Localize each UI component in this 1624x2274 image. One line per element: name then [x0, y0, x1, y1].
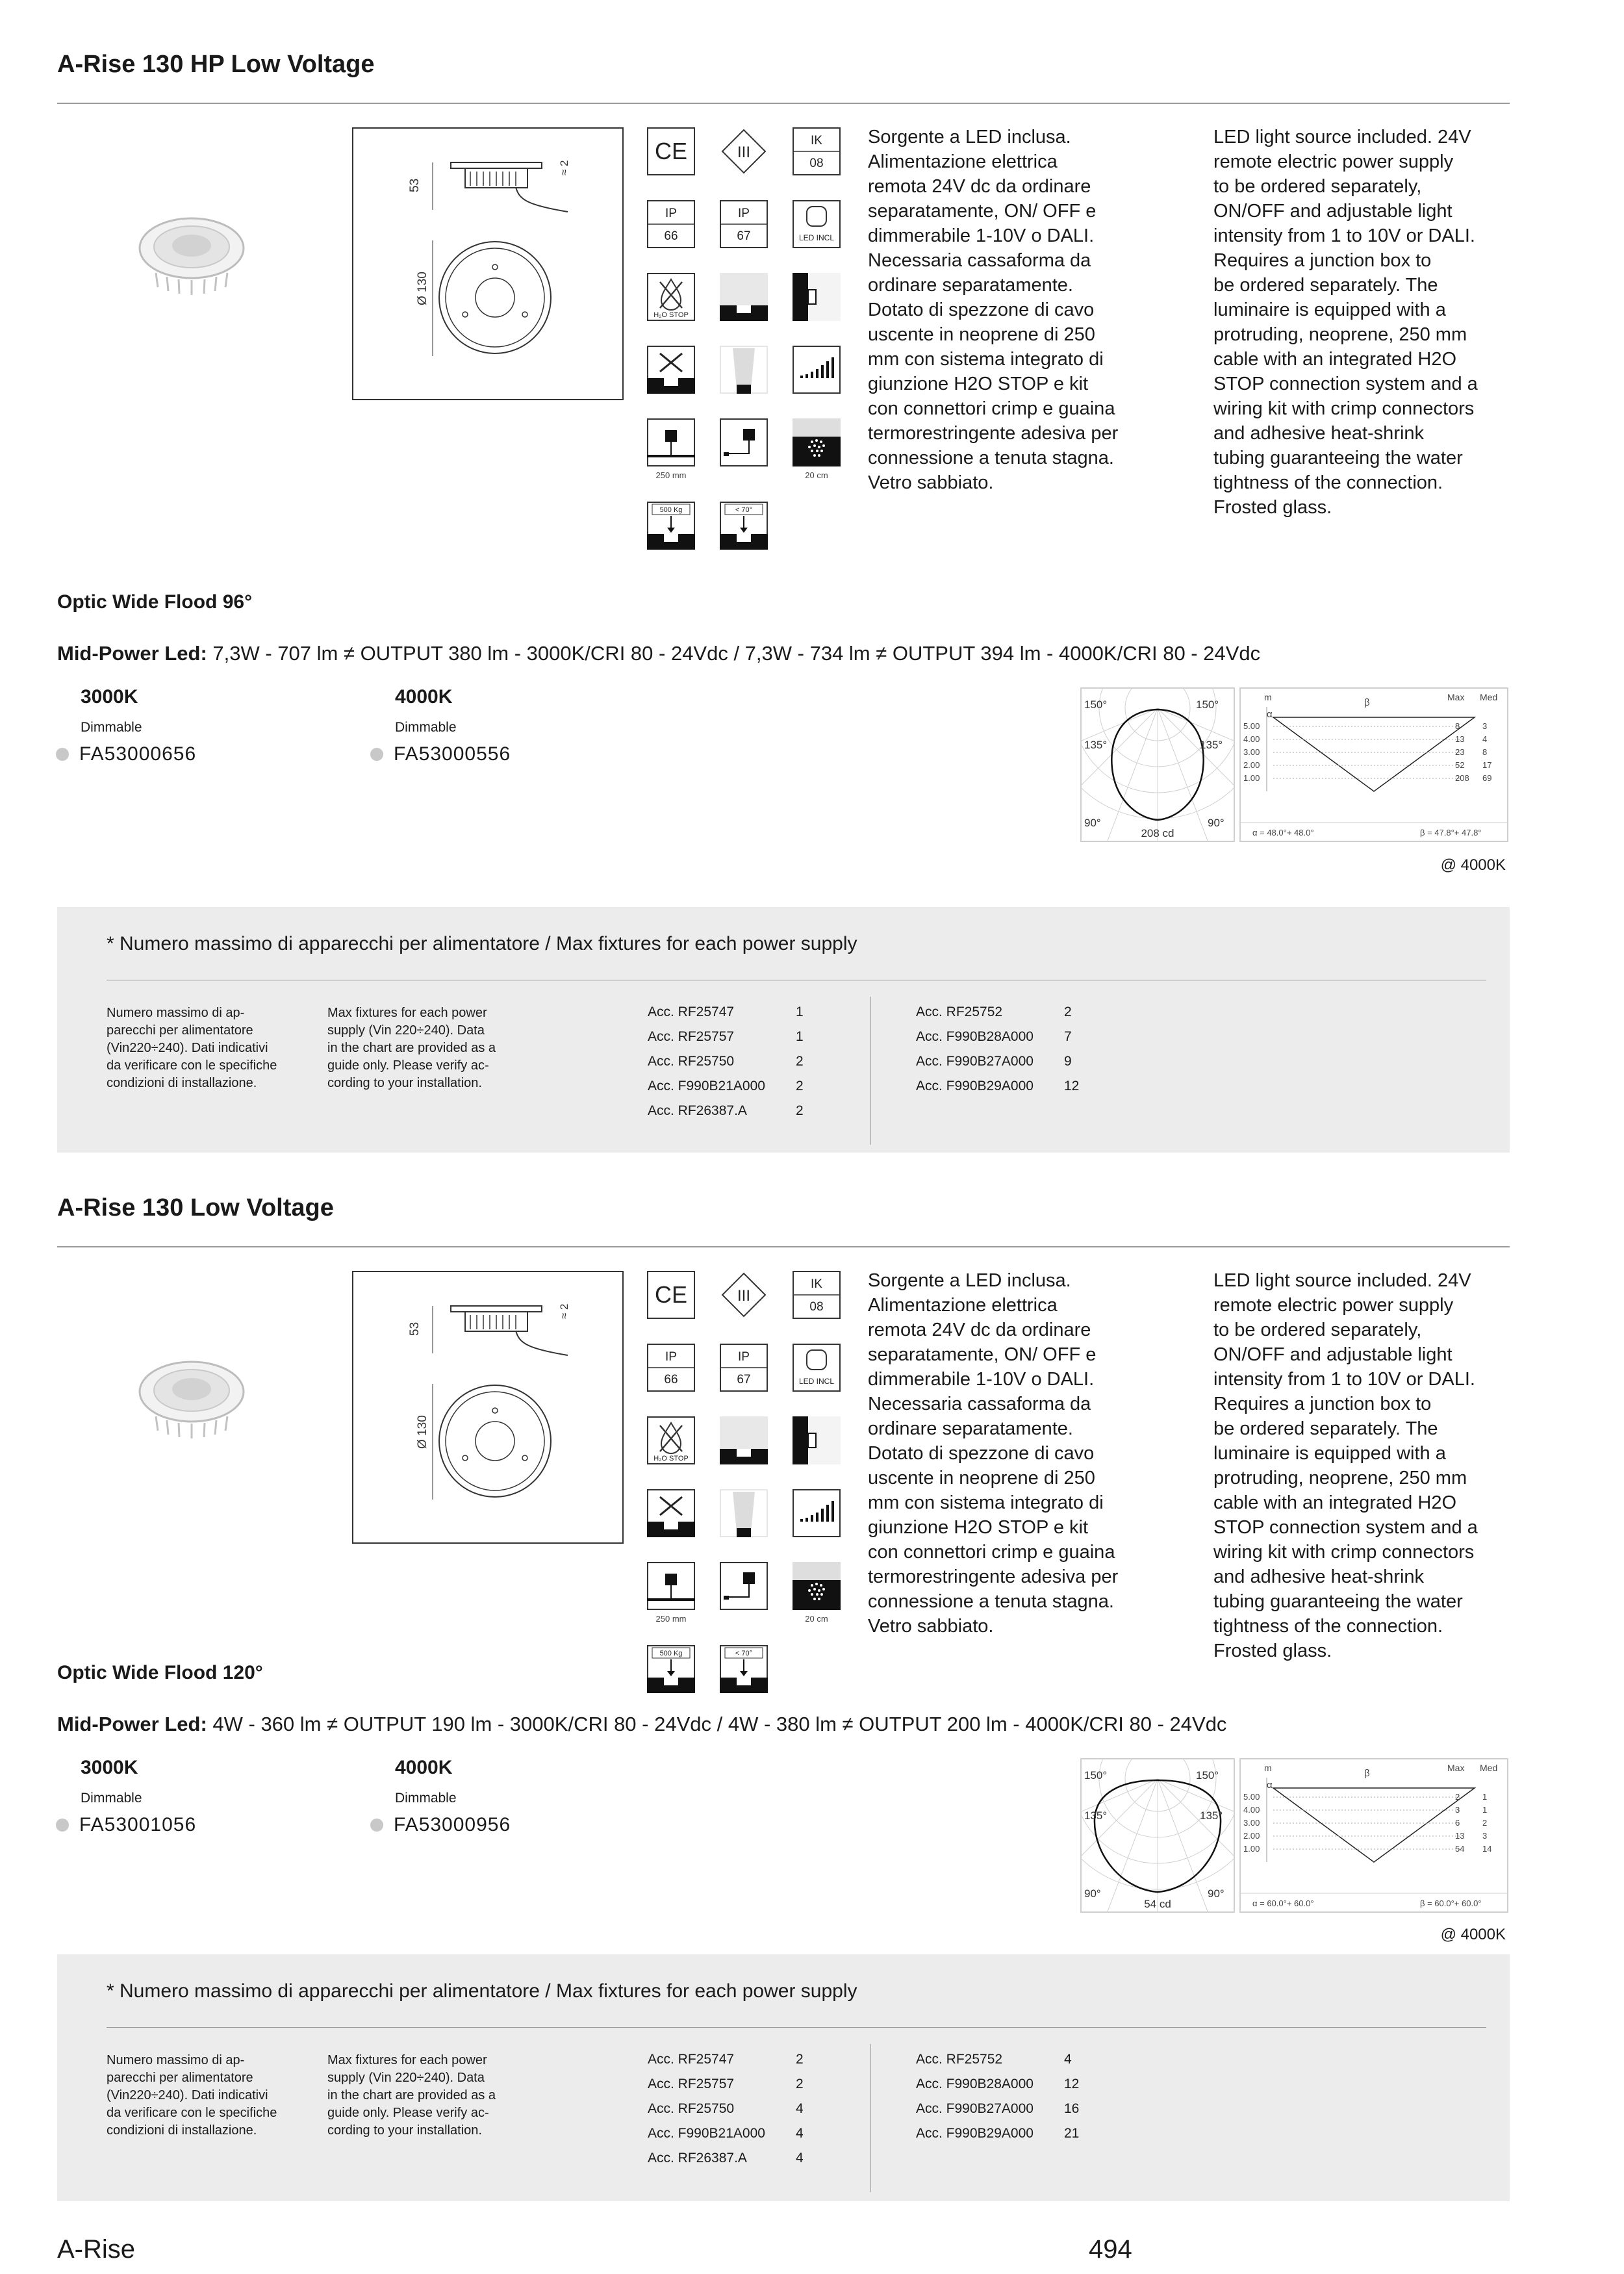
max-fixtures-note-en: Max fixtures for each power supply (Vin 220÷240). Data in the chart are provided as a guide only. Please verify ac- cording to your installation. — [327, 2053, 496, 2138]
svg-text:CE: CE — [654, 138, 688, 164]
frosted-glass-icon — [793, 1562, 841, 1610]
frosted-glass-caption: 20 cm — [805, 470, 828, 480]
cone-height-label: 4.00 — [1243, 734, 1260, 744]
max-fixtures-divider — [107, 2027, 1486, 2028]
dimmable-icon — [793, 346, 841, 394]
accessory-max-qty: 12 — [1064, 2076, 1080, 2091]
product-photo — [133, 1351, 250, 1442]
svg-text:β: β — [1364, 1768, 1370, 1779]
variant-dimming: Dimmable — [81, 720, 142, 735]
svg-text:IP: IP — [665, 207, 677, 220]
accessory-code: Acc. F990B21A000 — [648, 2126, 765, 2141]
svg-text:β: β — [1364, 697, 1370, 708]
accessory-row — [648, 2126, 804, 2151]
svg-text:α = 60.0°+ 60.0°: α = 60.0°+ 60.0° — [1252, 1898, 1314, 1908]
illuminance-cone-diagram — [1239, 1758, 1508, 1913]
product-title: A-Rise 130 HP Low Voltage — [57, 51, 375, 78]
cone-max-lux: 13 — [1455, 1831, 1465, 1841]
accessory-row — [916, 2101, 1079, 2126]
cable-length-icon — [647, 418, 695, 466]
max-fixtures-title: * Numero massimo di apparecchi per alimentatore / Max fixtures for each power supply — [107, 1980, 857, 2002]
load-500kg-icon — [647, 1645, 695, 1693]
beam-angle-icon — [720, 346, 768, 394]
h2o-stop-icon — [647, 1416, 695, 1464]
ip67-rating-icon — [720, 200, 768, 248]
svg-text:LED INCL: LED INCL — [798, 233, 835, 242]
led-included-icon — [793, 1344, 841, 1392]
title-divider — [57, 103, 1510, 104]
svg-text:90°: 90° — [1084, 817, 1101, 829]
variant-code[interactable] — [81, 743, 196, 765]
accessory-max-qty: 1 — [796, 1029, 804, 1044]
accessory-code: Acc. F990B29A000 — [916, 2126, 1034, 2141]
svg-text:H₂O STOP: H₂O STOP — [653, 311, 689, 319]
svg-text:H₂O STOP: H₂O STOP — [653, 1455, 689, 1463]
cone-max-lux: 8 — [1455, 721, 1460, 731]
no-cover-icon — [647, 1489, 695, 1537]
accessory-max-qty: 21 — [1064, 2126, 1080, 2141]
accessory-row — [648, 1004, 804, 1029]
variant-code[interactable] — [81, 1814, 196, 1836]
dim-small: ≈ 2 — [558, 160, 570, 175]
cone-max-lux: 6 — [1455, 1818, 1460, 1828]
frosted-glass-icon — [793, 418, 841, 466]
cone-med-lux: 17 — [1482, 760, 1492, 770]
svg-text:90°: 90° — [1208, 1887, 1224, 1900]
svg-text:β = 60.0°+ 60.0°: β = 60.0°+ 60.0° — [1420, 1898, 1482, 1908]
dim-height: 53 — [408, 1322, 422, 1336]
cone-med-lux: 4 — [1482, 734, 1488, 744]
product-title: A-Rise 130 Low Voltage — [57, 1194, 334, 1221]
dim-small: ≈ 2 — [558, 1303, 570, 1319]
accessory-list-1 — [648, 1004, 804, 1128]
max-fixtures-panel — [57, 907, 1510, 1153]
cone-height-label: 5.00 — [1243, 721, 1260, 731]
variant-code[interactable] — [395, 743, 511, 765]
svg-text:< 70°: < 70° — [735, 506, 753, 514]
cone-med-lux: 3 — [1482, 1831, 1488, 1841]
cone-med-lux: 69 — [1482, 773, 1492, 783]
svg-text:Med: Med — [1480, 1763, 1498, 1773]
midpower-spec — [57, 1713, 1226, 1736]
accessory-code: Acc. RF25747 — [648, 2052, 735, 2067]
cone-med-lux: 14 — [1482, 1844, 1492, 1854]
wall-mount-icon — [793, 273, 841, 321]
accessory-code: Acc. RF25750 — [648, 1054, 735, 1069]
accessory-code: Acc. F990B21A000 — [648, 1079, 765, 1093]
footer-family: A-Rise — [57, 2235, 136, 2264]
svg-text:08: 08 — [809, 1300, 824, 1314]
svg-text:m: m — [1264, 692, 1272, 702]
accessory-max-qty: 4 — [796, 2151, 804, 2165]
accessory-row — [648, 2101, 804, 2126]
dimmable-icon — [793, 1489, 841, 1537]
svg-text:III: III — [737, 1287, 751, 1305]
color-swatch-icon — [56, 748, 69, 761]
polar-max-cd: 54 cd — [1144, 1898, 1171, 1910]
variant-cct: 4000K — [395, 686, 453, 708]
midpower-label: Mid-Power Led: — [57, 642, 207, 665]
accessory-max-qty: 1 — [796, 1004, 804, 1019]
page-number: 494 — [1089, 2235, 1132, 2264]
svg-text:α: α — [1267, 1780, 1273, 1791]
cone-med-lux: 3 — [1482, 721, 1488, 731]
accessory-code: Acc. RF25757 — [648, 1029, 735, 1044]
variant-code-text: FA53000656 — [79, 743, 197, 765]
cone-max-lux: 54 — [1455, 1844, 1465, 1854]
svg-text:β = 47.8°+ 47.8°: β = 47.8°+ 47.8° — [1420, 828, 1482, 837]
variant-dimming: Dimmable — [395, 720, 457, 735]
dim-diameter: Ø 130 — [416, 1415, 429, 1449]
accessory-code: Acc. RF25752 — [916, 2052, 1003, 2067]
accessory-row — [648, 1029, 804, 1054]
cone-height-label: 3.00 — [1243, 747, 1260, 757]
accessory-max-qty: 7 — [1064, 1029, 1072, 1044]
accessory-row — [648, 1103, 804, 1128]
svg-text:150°: 150° — [1196, 698, 1219, 711]
frosted-glass-caption: 20 cm — [805, 1614, 828, 1624]
accessory-code: Acc. RF25757 — [648, 2076, 735, 2091]
accessory-max-qty: 16 — [1064, 2101, 1080, 2116]
accessory-code: Acc. RF25752 — [916, 1004, 1003, 1019]
max-fixtures-note-it: Numero massimo di ap- parecchi per alimentatore (Vin220÷240). Dati indicativi da verificare con le specifiche condizioni di installazione. — [107, 1006, 277, 1090]
svg-text:66: 66 — [664, 1373, 678, 1386]
svg-text:CE: CE — [654, 1281, 688, 1308]
svg-text:500 Kg: 500 Kg — [659, 506, 683, 514]
svg-text:500 Kg: 500 Kg — [659, 1650, 683, 1657]
color-swatch-icon — [370, 748, 383, 761]
svg-text:IK: IK — [811, 134, 822, 147]
accessory-max-qty: 2 — [796, 2076, 804, 2091]
accessory-row — [648, 2052, 804, 2076]
svg-text:08: 08 — [809, 157, 824, 170]
cone-max-lux: 3 — [1455, 1805, 1460, 1815]
variant-dimming: Dimmable — [81, 1791, 142, 1806]
variant-code[interactable] — [395, 1814, 511, 1836]
accessory-code: Acc. RF26387.A — [648, 2151, 747, 2165]
accessory-max-qty: 4 — [1064, 2052, 1072, 2067]
wall-mount-icon — [793, 1416, 841, 1464]
accessory-max-qty: 2 — [796, 2052, 804, 2067]
cone-med-lux: 1 — [1482, 1792, 1488, 1802]
cone-max-lux: 52 — [1455, 760, 1465, 770]
max-fixtures-note-en: Max fixtures for each power supply (Vin 220÷240). Data in the chart are provided as a guide only. Please verify ac- cording to your installation. — [327, 1006, 496, 1090]
cone-height-label: 2.00 — [1243, 760, 1260, 770]
accessory-code: Acc. F990B28A000 — [916, 2076, 1034, 2091]
svg-text:135°: 135° — [1200, 1809, 1223, 1822]
beam-angle-icon — [720, 1489, 768, 1537]
accessory-row — [916, 1054, 1079, 1079]
h2o-stop-icon — [647, 273, 695, 321]
variant-cct: 4000K — [395, 1757, 453, 1778]
svg-text:150°: 150° — [1196, 1769, 1219, 1782]
color-swatch-icon — [370, 1819, 383, 1832]
svg-text:67: 67 — [737, 229, 751, 243]
svg-text:α: α — [1267, 709, 1273, 720]
recessed-ground-icon — [720, 273, 768, 321]
accessory-list-1 — [648, 2052, 804, 2175]
svg-text:135°: 135° — [1200, 739, 1223, 751]
svg-text:Max: Max — [1447, 692, 1465, 702]
midpower-spec — [57, 642, 1260, 665]
cone-med-lux: 1 — [1482, 1805, 1488, 1815]
polar-curve-diagram — [1080, 1758, 1235, 1913]
svg-text:IP: IP — [738, 207, 750, 220]
load-500kg-icon — [647, 502, 695, 550]
svg-text:150°: 150° — [1084, 698, 1108, 711]
accessory-code: Acc. F990B27A000 — [916, 2101, 1034, 2116]
photometry-reference-temp: @ 4000K — [1440, 1926, 1506, 1943]
svg-text:m: m — [1264, 1763, 1272, 1773]
photometry-reference-temp: @ 4000K — [1440, 856, 1506, 874]
optic-label: Optic Wide Flood 120° — [57, 1662, 263, 1683]
cone-med-lux: 2 — [1482, 1818, 1488, 1828]
accessory-code: Acc. RF25750 — [648, 2101, 735, 2116]
variant-code-text: FA53000956 — [394, 1814, 511, 1835]
cable-length-icon — [647, 1562, 695, 1610]
polar-curve-diagram — [1080, 687, 1235, 842]
svg-text:135°: 135° — [1084, 739, 1108, 751]
accessory-max-qty: 2 — [796, 1054, 804, 1069]
accessory-max-qty: 2 — [796, 1103, 804, 1118]
svg-text:IK: IK — [811, 1277, 822, 1291]
svg-text:66: 66 — [664, 229, 678, 243]
variant-cct: 3000K — [81, 1757, 138, 1778]
svg-text:IP: IP — [665, 1350, 677, 1364]
cone-height-label: 3.00 — [1243, 1818, 1260, 1828]
surface-temp-icon — [720, 1645, 768, 1693]
cone-height-label: 1.00 — [1243, 773, 1260, 783]
svg-text:67: 67 — [737, 1373, 751, 1386]
midpower-label: Mid-Power Led: — [57, 1713, 207, 1735]
accessory-row — [916, 1079, 1079, 1103]
illuminance-cone-diagram — [1239, 687, 1508, 842]
accessory-list-2 — [916, 2052, 1079, 2151]
variant-dimming: Dimmable — [395, 1791, 457, 1806]
max-fixtures-note-it: Numero massimo di ap- parecchi per alimentatore (Vin220÷240). Dati indicativi da verificare con le specifiche condizioni di installazione. — [107, 2053, 277, 2138]
cable-exit-icon — [720, 418, 768, 466]
variant-code-text: FA53001056 — [79, 1814, 197, 1835]
cone-med-lux: 8 — [1482, 747, 1488, 757]
accessory-row — [916, 2052, 1079, 2076]
accessory-code: Acc. F990B29A000 — [916, 1079, 1034, 1093]
description-italian: Sorgente a LED inclusa. Alimentazione elettrica remota 24V dc da ordinare separatamente, ON/ OFF e dimmerabile 1-10V o DALI. Necessaria cassaforma da ordinare separatamente. Dotato di spezzone di cavo uscente in neoprene di 250 mm con sistema integrato di giunzione H2O STOP e kit con connettori crimp e guaina termorestringente adesiva per connessione a tenuta stagna. Vetro sabbiato. — [868, 1270, 1119, 1637]
ik-rating-icon — [793, 1271, 841, 1319]
accessory-row — [916, 1004, 1079, 1029]
accessory-row — [648, 1079, 804, 1103]
accessory-max-qty: 4 — [796, 2101, 804, 2116]
product-photo — [133, 208, 250, 299]
polar-max-cd: 208 cd — [1141, 827, 1174, 839]
svg-text:Max: Max — [1447, 1763, 1465, 1773]
cable-exit-icon — [720, 1562, 768, 1610]
cable-length-caption: 250 mm — [655, 470, 687, 480]
accessory-code: Acc. RF25747 — [648, 1004, 735, 1019]
accessory-code: Acc. RF26387.A — [648, 1103, 747, 1118]
technical-drawing — [352, 127, 624, 400]
variant-cct: 3000K — [81, 686, 138, 708]
ik-rating-icon — [793, 127, 841, 175]
svg-text:90°: 90° — [1084, 1887, 1101, 1900]
accessory-max-qty: 2 — [1064, 1004, 1072, 1019]
cone-height-label: 2.00 — [1243, 1831, 1260, 1841]
svg-text:α = 48.0°+ 48.0°: α = 48.0°+ 48.0° — [1252, 828, 1314, 837]
accessory-row — [916, 2076, 1079, 2101]
variant-code-text: FA53000556 — [394, 743, 511, 765]
accessory-row — [916, 1029, 1079, 1054]
description-italian: Sorgente a LED inclusa. Alimentazione elettrica remota 24V dc da ordinare separatamente, ON/ OFF e dimmerabile 1-10V o DALI. Necessaria cassaforma da ordinare separatamente. Dotato di spezzone di cavo uscente in neoprene di 250 mm con sistema integrato di giunzione H2O STOP e kit con connettori crimp e guaina termorestringente adesiva per connessione a tenuta stagna. Vetro sabbiato. — [868, 127, 1119, 493]
variant-3000k — [81, 686, 196, 765]
accessory-max-qty: 4 — [796, 2126, 804, 2141]
dim-height: 53 — [408, 178, 422, 192]
class-iii-icon — [720, 127, 768, 175]
accessory-code: Acc. F990B27A000 — [916, 1054, 1034, 1069]
accessory-row — [648, 1054, 804, 1079]
no-cover-icon — [647, 346, 695, 394]
variant-4000k — [395, 1757, 511, 1836]
ip67-rating-icon — [720, 1344, 768, 1392]
ip66-rating-icon — [647, 200, 695, 248]
svg-text:IP: IP — [738, 1350, 750, 1364]
ip66-rating-icon — [647, 1344, 695, 1392]
accessory-divider — [870, 997, 871, 1145]
surface-temp-icon — [720, 502, 768, 550]
feature-icons — [647, 127, 842, 550]
accessory-max-qty: 2 — [796, 1079, 804, 1093]
variant-3000k — [81, 1757, 196, 1836]
feature-icons — [647, 1271, 842, 1693]
accessory-row — [648, 2151, 804, 2175]
accessory-list-2 — [916, 1004, 1079, 1103]
cone-height-label: 4.00 — [1243, 1805, 1260, 1815]
technical-drawing — [352, 1271, 624, 1544]
max-fixtures-title: * Numero massimo di apparecchi per alimentatore / Max fixtures for each power supply — [107, 933, 857, 954]
max-fixtures-panel — [57, 1954, 1510, 2201]
description-english: LED light source included. 24V remote electric power supply to be ordered separately, ON/OFF and adjustable light intensity from 1 to 10V or DALI. Requires a junction box to be ordered separately. The luminaire is equipped with a protruding, neoprene, 250 mm cable with an integrated H2O STOP connection system and a wiring kit with crimp connectors and adhesive heat-shrink tubing guaranteeing the water tightness of the connection. Frosted glass. — [1213, 1270, 1478, 1661]
variant-4000k — [395, 686, 511, 765]
svg-text:< 70°: < 70° — [735, 1650, 753, 1657]
cone-max-lux: 2 — [1455, 1792, 1460, 1802]
description-english: LED light source included. 24V remote electric power supply to be ordered separately, ON/OFF and adjustable light intensity from 1 to 10V or DALI. Requires a junction box to be ordered separately. The luminaire is equipped with a protruding, neoprene, 250 mm cable with an integrated H2O STOP connection system and a wiring kit with crimp connectors and adhesive heat-shrink tubing guaranteeing the water tightness of the connection. Frosted glass. — [1213, 127, 1478, 518]
recessed-ground-icon — [720, 1416, 768, 1464]
dim-diameter: Ø 130 — [416, 272, 429, 305]
class-iii-icon — [720, 1271, 768, 1319]
title-divider — [57, 1246, 1510, 1247]
cable-length-caption: 250 mm — [655, 1614, 687, 1624]
svg-text:90°: 90° — [1208, 817, 1224, 829]
cone-height-label: 5.00 — [1243, 1792, 1260, 1802]
accessory-max-qty: 12 — [1064, 1079, 1080, 1093]
led-included-icon — [793, 200, 841, 248]
svg-text:Med: Med — [1480, 692, 1498, 702]
svg-text:LED INCL: LED INCL — [798, 1377, 835, 1386]
midpower-values: 4W - 360 lm ≠ OUTPUT 190 lm - 3000K/CRI 80 - 24Vdc / 4W - 380 lm ≠ OUTPUT 200 lm - 4000K/CRI 80 - 24Vdc — [207, 1713, 1227, 1735]
accessory-row — [916, 2126, 1079, 2151]
cone-max-lux: 208 — [1455, 773, 1469, 783]
midpower-values: 7,3W - 707 lm ≠ OUTPUT 380 lm - 3000K/CRI 80 - 24Vdc / 7,3W - 734 lm ≠ OUTPUT 394 lm - 4000K/CRI 80 - 24Vdc — [207, 642, 1261, 665]
cone-max-lux: 13 — [1455, 734, 1465, 744]
accessory-divider — [870, 2044, 871, 2192]
cone-max-lux: 23 — [1455, 747, 1465, 757]
color-swatch-icon — [56, 1819, 69, 1832]
ce-mark-icon — [647, 127, 695, 175]
svg-text:150°: 150° — [1084, 1769, 1108, 1782]
svg-text:135°: 135° — [1084, 1809, 1108, 1822]
accessory-code: Acc. F990B28A000 — [916, 1029, 1034, 1044]
svg-text:III: III — [737, 144, 751, 161]
ce-mark-icon — [647, 1271, 695, 1319]
optic-label: Optic Wide Flood 96° — [57, 591, 253, 613]
cone-height-label: 1.00 — [1243, 1844, 1260, 1854]
accessory-max-qty: 9 — [1064, 1054, 1072, 1069]
accessory-row — [648, 2076, 804, 2101]
